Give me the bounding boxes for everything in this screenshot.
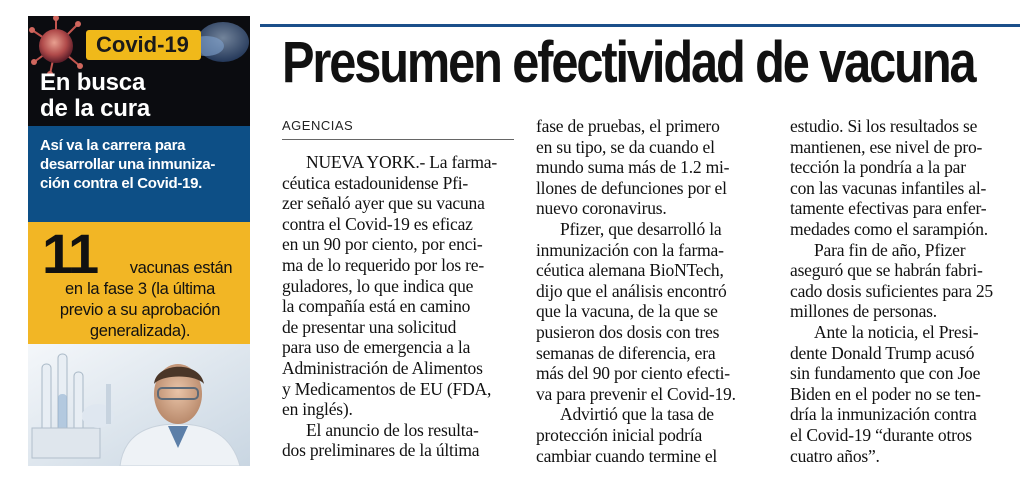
article-line: fase de pruebas, el primero <box>536 116 720 136</box>
article-line: pusieron dos dosis con tres <box>536 321 720 342</box>
article-line: la compañía está en camino <box>282 296 471 317</box>
article-line: medades como el sarampión. <box>790 218 988 239</box>
sidebar-title <box>40 70 245 122</box>
article-line: y Medicamentos de EU (FDA, <box>282 378 492 399</box>
article-line: NUEVA YORK.- La farma- <box>306 152 497 172</box>
article-line: dos preliminares de la última <box>282 440 480 461</box>
article-line: aseguró que se habrán fabri- <box>790 260 983 281</box>
covid-tag: Covid-19 <box>86 30 201 60</box>
article-line: cado dosis suficientes para 25 <box>790 280 993 301</box>
lab-researcher-photo <box>28 344 250 466</box>
article-line: con las vacunas infantiles al- <box>790 177 987 198</box>
article-line: zer señaló ayer que su vacuna <box>282 193 485 214</box>
article-line: Pfizer, que desarrolló la <box>560 218 722 239</box>
article-line: céutica alemana BioNTech, <box>536 260 724 281</box>
stat-description <box>40 258 240 342</box>
article-line: Biden en el poder no se ten- <box>790 383 981 404</box>
article-line: va para prevenir el Covid-19. <box>536 383 736 404</box>
sidebar-subtitle-line: desarrollar una inmuniza- <box>40 156 216 173</box>
article-line: Ante la noticia, el Presi- <box>814 321 979 342</box>
article-line: Administración de Alimentos <box>282 357 483 378</box>
article-column-3 <box>790 116 1022 466</box>
article-line: tamente efectivas para enfer- <box>790 198 987 219</box>
article-line: protección inicial podría <box>536 424 703 445</box>
article-line: cambiar cuando termine el <box>536 445 718 466</box>
byline: AGENCIAS <box>282 118 354 133</box>
article-line: inmunización con la farma- <box>536 239 724 260</box>
article-line: céutica estadounidense Pfi- <box>282 172 469 193</box>
article-line: dente Donald Trump acusó <box>790 342 975 363</box>
article-line: El anuncio de los resulta- <box>306 419 479 440</box>
article-line: llones de defunciones por el <box>536 177 727 198</box>
article-line: contra el Covid-19 es eficaz <box>282 213 473 234</box>
article-line: cuatro años”. <box>790 445 880 466</box>
article-line: nuevo coronavirus. <box>536 198 667 219</box>
article-line: ma de lo requerido por los re- <box>282 254 484 275</box>
article-line: tección la pondría a la par <box>790 157 966 178</box>
article-column-1 <box>282 152 516 461</box>
stat-box <box>28 222 250 344</box>
article-line: dría la inmunización contra <box>790 404 977 425</box>
article-line: en un 90 por ciento, por enci- <box>282 234 483 255</box>
article-line: estudio. Si los resultados se <box>790 116 978 136</box>
sidebar-title-line: de la cura <box>40 95 151 122</box>
sidebar-infobox <box>28 16 250 466</box>
article-column-2 <box>536 116 766 466</box>
article-line: millones de personas. <box>790 301 937 322</box>
sidebar-header <box>28 16 250 126</box>
sidebar-subtitle <box>40 136 245 193</box>
article-line: guladores, lo que indica que <box>282 275 474 296</box>
article-line: para uso de emergencia a la <box>282 337 471 358</box>
header-rule <box>260 24 1020 27</box>
byline-divider <box>282 139 514 140</box>
article-line: semanas de diferencia, era <box>536 342 716 363</box>
stat-line: vacunas están <box>129 259 233 277</box>
article-line: de presentar una solicitud <box>282 316 457 337</box>
article-line: el Covid-19 “durante otros <box>790 424 972 445</box>
stat-line: previo a su aprobación <box>59 301 221 319</box>
article-line: que la vacuna, de la que se <box>536 301 718 322</box>
article-line: mantienen, ese nivel de pro- <box>790 136 983 157</box>
article-line: dijo que el análisis encontró <box>536 280 727 301</box>
sidebar-subtitle-line: Así va la carrera para <box>40 137 186 154</box>
article-line: Advirtió que la tasa de <box>560 404 714 425</box>
article-line: sin fundamento que con Joe <box>790 363 981 384</box>
stat-line: generalizada). <box>89 322 191 340</box>
article-line: Para fin de año, Pfizer <box>814 239 966 260</box>
stat-line: en la fase 3 (la última <box>65 280 215 298</box>
sidebar-subtitle-line: ción contra el Covid-19. <box>40 175 203 192</box>
article-line: en inglés). <box>282 399 353 420</box>
sidebar-title-line: En busca <box>40 69 146 96</box>
article-line: en su tipo, se da cuando el <box>536 136 715 157</box>
article-line: más del 90 por ciento efecti- <box>536 363 730 384</box>
stat-number: 11 <box>42 222 98 285</box>
article-line: mundo suma más de 1.2 mi- <box>536 157 730 178</box>
article-headline: Presumen efectividad de vacuna <box>282 30 975 95</box>
